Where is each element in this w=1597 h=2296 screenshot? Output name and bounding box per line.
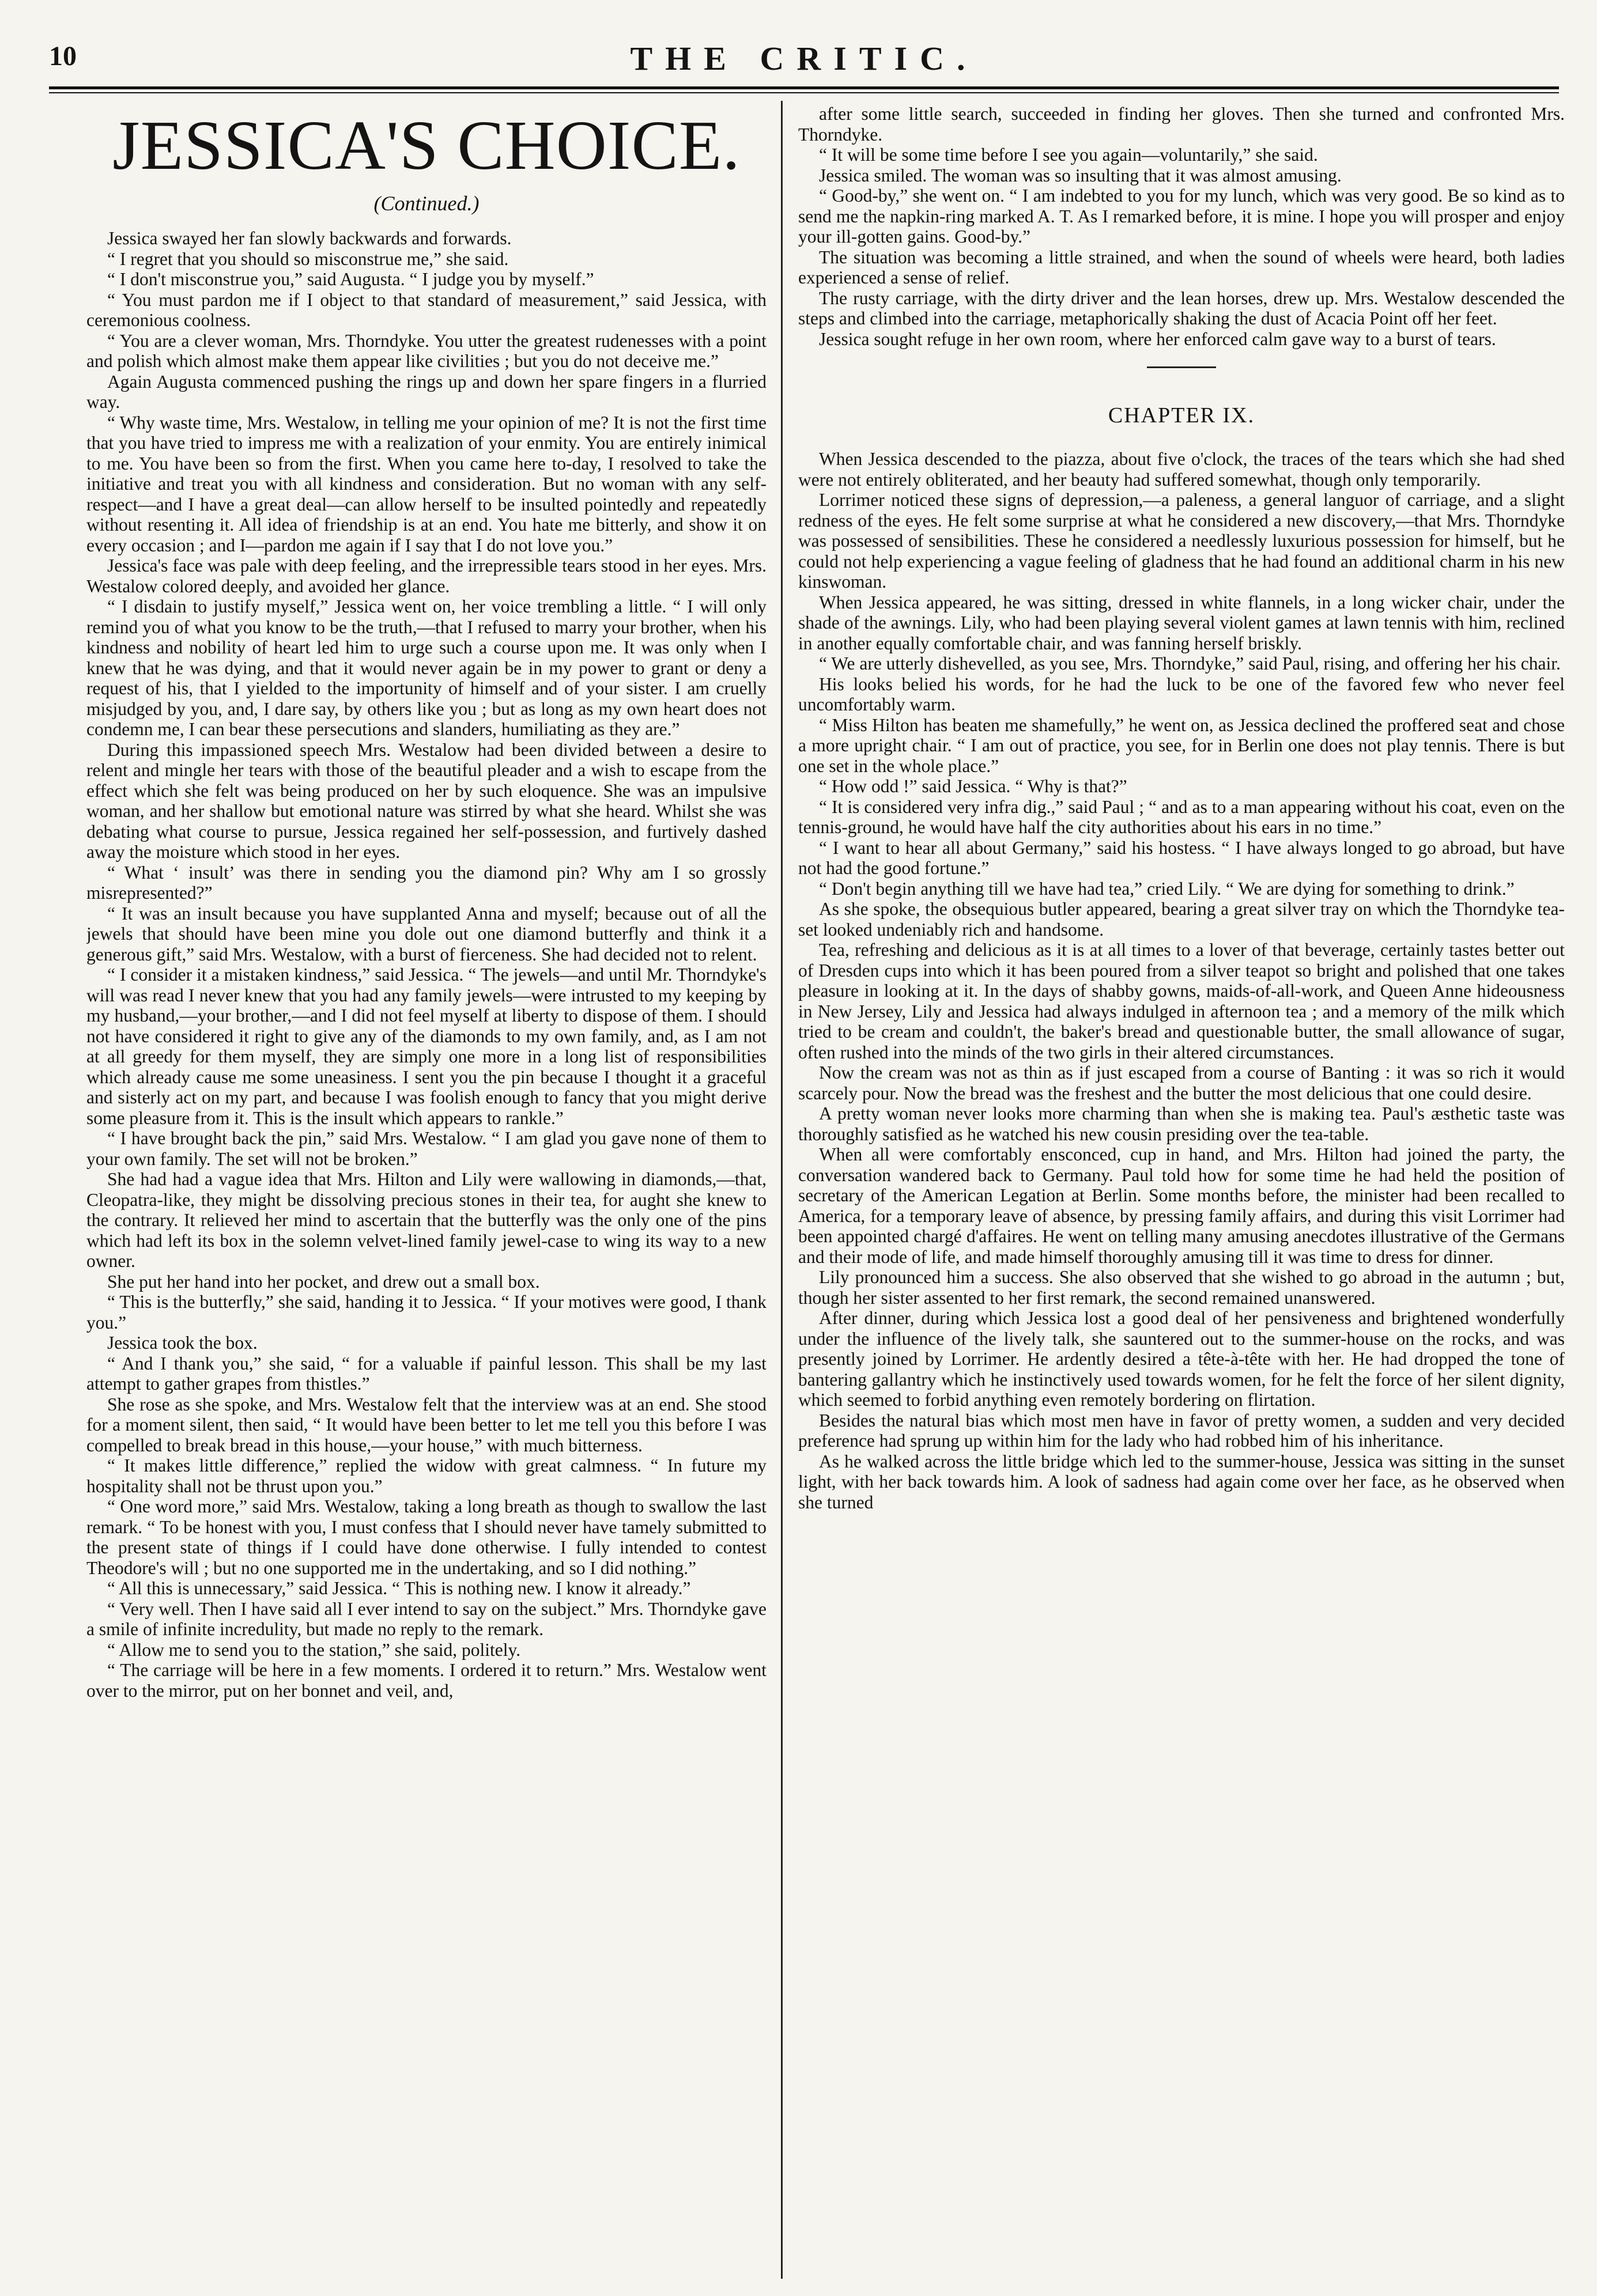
paragraph: “ All this is unnecessary,” said Jessica. “ This is nothing new. I know it already.” [107, 1578, 691, 1598]
paragraph: “ I don't misconstrue you,” said Augusta. “ I judge you by myself.” [107, 269, 594, 289]
paragraph: Jessica took the box. [107, 1333, 258, 1353]
paragraph: after some little search, succeeded in finding her gloves. Then she turned and confronted Mrs. Thorndyke. [798, 104, 1565, 145]
paragraph: “ It will be some time before I see you again—voluntarily,” she said. [819, 145, 1318, 165]
paragraph: “ You must pardon me if I object to that standard of measurement,” said Jessica, with ceremonious coolness. [86, 289, 767, 330]
left-column-body [86, 228, 767, 1701]
column-divider [781, 101, 783, 2279]
paragraph: “ We are utterly dishevelled, as you see, Mrs. Thorndyke,” said Paul, rising, and offering her his chair. [819, 653, 1561, 674]
article-title: JESSICA'S CHOICE. [112, 107, 741, 184]
paragraph: “ Good-by,” she went on. “ I am indebted to you for my lunch, which was very good. Be so kind as to send me the napkin-ring marked A. T. As I remarked before, it is mine. I hope you will prosper and enjoy your ill-gotten gains. Good-by.” [798, 186, 1565, 247]
paragraph: “ The carriage will be here in a few moments. I ordered it to return.” Mrs. Westalow went over to the mirror, put on her bonnet and veil, and, [86, 1660, 767, 1701]
paragraph: “ I consider it a mistaken kindness,” said Jessica. “ The jewels—and until Mr. Thorndyke's will was read I never knew that you had any family jewels—were intrusted to my keeping by my husband,—your brother,—and I did not feel myself at liberty to dispose of them. I should not have considered it right to give any of the diamonds to my own family, and, as I am not at all greedy for them myself, they are simply one more in a long list of responsibilities which already cause me some uneasiness. I sent you the pin because I thought it a graceful and sisterly act on my part, and because I was foolish enough to fancy that you might derive some pleasure from it. This is the insult which appears to rankle.” [86, 964, 767, 1128]
continued-label: (Continued.) [373, 192, 480, 215]
publication-title: THE CRITIC. [630, 40, 978, 77]
paragraph: The rusty carriage, with the dirty driver and the lean horses, drew up. Mrs. Westalow descended the steps and climbed into the carriage, metaphorically shaking the dust of Acacia Point off her feet. [798, 288, 1565, 328]
paragraph: “ How odd !” said Jessica. “ Why is that?” [819, 776, 1127, 796]
page-header [49, 39, 1559, 85]
paragraph: Now the cream was not as thin as if just escaped from a course of Banting : it was so rich it would scarcely pour. Now the bread was the freshest and the butter the most delicious that one could desire. [798, 1062, 1565, 1103]
paragraph: When all were comfortably ensconced, cup in hand, and Mrs. Hilton had joined the party, the conversation wandered back to Germany. Paul told how for some time he had held the position of secretary of the American Legation at Berlin. Some months before, the minister had been recalled to America, for a temporary leave of absence, by pressing family affairs, and during this visit Lorrimer had been appointed chargé d'affaires. He went on telling many amusing anecdotes illustrative of the Germans and their mode of life, and made himself thoroughly amusing till it was time to dress for dinner. [798, 1144, 1565, 1267]
paragraph: As she spoke, the obsequious butler appeared, bearing a great silver tray on which the Thorndyke tea-set looked undeniably rich and handsome. [798, 899, 1565, 940]
paragraph: “ Miss Hilton has beaten me shamefully,” he went on, as Jessica declined the proffered seat and chose a more upright chair. “ I am out of practice, you see, for in Berlin one does not play tennis. There is but one set in the whole place.” [798, 714, 1565, 776]
paragraph: “ I want to hear all about Germany,” said his hostess. “ I have always longed to go abroad, but have not had the good fortune.” [798, 837, 1565, 878]
right-column [798, 104, 1565, 2270]
left-column [86, 104, 767, 2270]
paragraph: Tea, refreshing and delicious as it is at all times to a lover of that beverage, certainly tastes better out of Dresden cups into which it has been poured from a silver teapot so bright and polished that one takes pleasure in looking at it. In the days of shabby gowns, maids-of-all-work, and Queen Anne hideousness in New Jersey, Lily and Jessica had always indulged in afternoon tea ; and a memory of the milk which tried to be cream and couldn't, the baker's bread and questionable butter, the small allowance of sugar, often rushed into the minds of the two girls in their altered circumstances. [798, 940, 1565, 1062]
paragraph: “ You are a clever woman, Mrs. Thorndyke. You utter the greatest rudenesses with a point and polish which almost make them appear like civilities ; but you do not deceive me.” [86, 330, 767, 371]
paragraph: She put her hand into her pocket, and drew out a small box. [107, 1271, 540, 1292]
paragraph: Jessica sought refuge in her own room, where her enforced calm gave way to a burst of tears. [819, 328, 1496, 349]
paragraph: “ This is the butterfly,” she said, handing it to Jessica. “ If your motives were good, I thank you.” [86, 1292, 767, 1333]
paragraph: “ Very well. Then I have said all I ever intend to say on the subject.” Mrs. Thorndyke gave a smile of infinite incredulity, but made no reply to the remark. [86, 1598, 767, 1639]
section-separator [1147, 366, 1216, 368]
paragraph: When Jessica descended to the piazza, about five o'clock, the traces of the tears which she had shed were not entirely obliterated, and her beauty had suffered somewhat, though only temporarily. [798, 449, 1565, 490]
paragraph: Jessica swayed her fan slowly backwards and forwards. [107, 228, 512, 248]
paragraph: Jessica smiled. The woman was so insulting that it was almost amusing. [819, 165, 1342, 186]
paragraph: His looks belied his words, for he had the luck to be one of the favored few who never feel uncomfortably warm. [798, 674, 1565, 714]
page-number: 10 [49, 41, 77, 71]
paragraph: Lorrimer noticed these signs of depression,—a paleness, a general languor of carriage, and a slight redness of the eyes. He felt some surprise at what he considered a new discovery,—that Mrs. Thorndyke was possessed of sensibilities. These he considered a needlessly luxurious possession for himself, but he could not help experiencing a vague feeling of gladness that he had found an additional charm in his new kinswoman. [798, 490, 1565, 592]
paragraph: “ Allow me to send you to the station,” she said, politely. [107, 1639, 521, 1660]
paragraph: During this impassioned speech Mrs. Westalow had been divided between a desire to relent and mingle her tears with those of the beautiful pleader and a wish to escape from the effect which she felt was being produced on her by such eloquence. She was an impulsive woman, and her shallow but emotional nature was stirred by what she heard. Whilst she was debating what course to pursue, Jessica regained her self-possession, and furtively dashed away the moisture which stood in her eyes. [86, 739, 767, 862]
paragraph: Lily pronounced him a success. She also observed that she wished to go abroad in the autumn ; but, though her sister assented to her first remark, the second remained unanswered. [798, 1267, 1565, 1308]
paragraph: “ It was an insult because you have supplanted Anna and myself; because out of all the jewels that should have been mine you dole out one diamond butterfly and think it a generous gift,” said Mrs. Westalow, with a burst of fierceness. She had decided not to relent. [86, 903, 767, 964]
paragraph: “ I have brought back the pin,” said Mrs. Westalow. “ I am glad you gave none of them to your own family. The set will not be broken.” [86, 1128, 767, 1169]
paragraph: “ I disdain to justify myself,” Jessica went on, her voice trembling a little. “ I will only remind you of what you know to be the truth,—that I refused to marry your brother, when his kindness and nobility of heart led him to urge such a course upon me. It was only when I knew that he was dying, and that it would never again be in my power to grant or deny a request of his, that I yielded to the importunity of himself and of your sister. I am cruelly misjudged by you, and, I dare say, by others like you ; but as long as my own heart does not condemn me, I can bear these persecutions and slanders, humiliating as they are.” [86, 596, 767, 739]
paragraph: Jessica's face was pale with deep feeling, and the irrepressible tears stood in her eyes. Mrs. Westalow colored deeply, and avoided her glance. [86, 555, 767, 596]
paragraph: Besides the natural bias which most men have in favor of pretty women, a sudden and very decided preference had sprung up within him for the lady who had robbed him of his inheritance. [798, 1410, 1565, 1451]
paragraph: “ I regret that you should so misconstrue me,” she said. [107, 248, 509, 269]
paragraph: As he walked across the little bridge which led to the summer-house, Jessica was sitting in the sunset light, with her back towards him. A look of sadness had again come over her face, as he observed when she turned [798, 1451, 1565, 1512]
paragraph: She rose as she spoke, and Mrs. Westalow felt that the interview was at an end. She stood for a moment silent, then said, “ It would have been better to let me tell you this before I was compelled to break bread in this house,—your house,” with much bitterness. [86, 1394, 767, 1455]
paragraph: “ It is considered very infra dig.,” said Paul ; “ and as to a man appearing without his coat, even on the tennis-ground, he would have half the city authorities about his ears in no time.” [798, 796, 1565, 837]
right-column-top-body [798, 104, 1565, 349]
paragraph: After dinner, during which Jessica lost a good deal of her pensiveness and brightened wonderfully under the influence of the lively talk, she sauntered out to the summer-house on the rocks, and was presently joined by Lorrimer. He ardently desired a tête-à-tête with her. He had dropped the tone of bantering gallantry which he instinctively used towards women, for he felt the force of her silent dignity, which seemed to forbid anything even remotely bordering on flirtation. [798, 1308, 1565, 1410]
paragraph: “ And I thank you,” she said, “ for a valuable if painful lesson. This shall be my last attempt to gather grapes from thistles.” [86, 1353, 767, 1394]
paragraph: “ It makes little difference,” replied the widow with great calmness. “ In future my hospitality shall not be thrust upon you.” [86, 1455, 767, 1496]
chapter-heading: CHAPTER IX. [1108, 403, 1255, 428]
header-rule-thick [49, 86, 1559, 89]
paragraph: “ What ‘ insult’ was there in sending you the diamond pin? Why am I so grossly misrepresented?” [86, 862, 767, 903]
paragraph: “ One word more,” said Mrs. Westalow, taking a long breath as though to swallow the last remark. “ To be honest with you, I must confess that I should never have tamely submitted to the present state of things if I could have done otherwise. I fully intended to contest Theodore's will ; but no one supported me in the undertaking, and so I did nothing.” [86, 1496, 767, 1578]
paragraph: “ Don't begin anything till we have had tea,” cried Lily. “ We are dying for something to drink.” [819, 878, 1515, 899]
paragraph: The situation was becoming a little strained, and when the sound of wheels were heard, both ladies experienced a sense of relief. [798, 247, 1565, 288]
paragraph: A pretty woman never looks more charming than when she is making tea. Paul's æsthetic taste was thoroughly satisfied as he watched his new cousin presiding over the tea-table. [798, 1103, 1565, 1144]
paragraph: When Jessica appeared, he was sitting, dressed in white flannels, in a long wicker chair, under the shade of the awnings. Lily, who had been playing several violent games at lawn tennis with him, reclined in another equally comfortable chair, and was fanning herself briskly. [798, 592, 1565, 653]
header-rule-thin [49, 92, 1559, 93]
right-column-bottom-body [798, 449, 1565, 1512]
paragraph: “ Why waste time, Mrs. Westalow, in telling me your opinion of me? It is not the first time that you have tried to impress me with a realization of your enmity. You are entirely inimical to me. You have been so from the first. When you came here to-day, I resolved to take the initiative and treat you with all kindness and consideration. But no woman with any self-respect—and I have a great deal—can allow herself to be insulted pointedly and repeatedly without resenting it. All idea of friendship is at an end. You hate me bitterly, and show it on every occasion ; and I—pardon me again if I say that I do not love you.” [86, 412, 767, 555]
paragraph: Again Augusta commenced pushing the rings up and down her spare fingers in a flurried way. [86, 371, 767, 412]
paragraph: She had had a vague idea that Mrs. Hilton and Lily were wallowing in diamonds,—that, Cleopatra-like, they might be dissolving precious stones in their tea, for aught she knew to the contrary. It relieved her mind to ascertain that the butterfly was the only one of the pins which had left its box in the solemn velvet-lined family jewel-case to wing its way to a new owner. [86, 1169, 767, 1271]
